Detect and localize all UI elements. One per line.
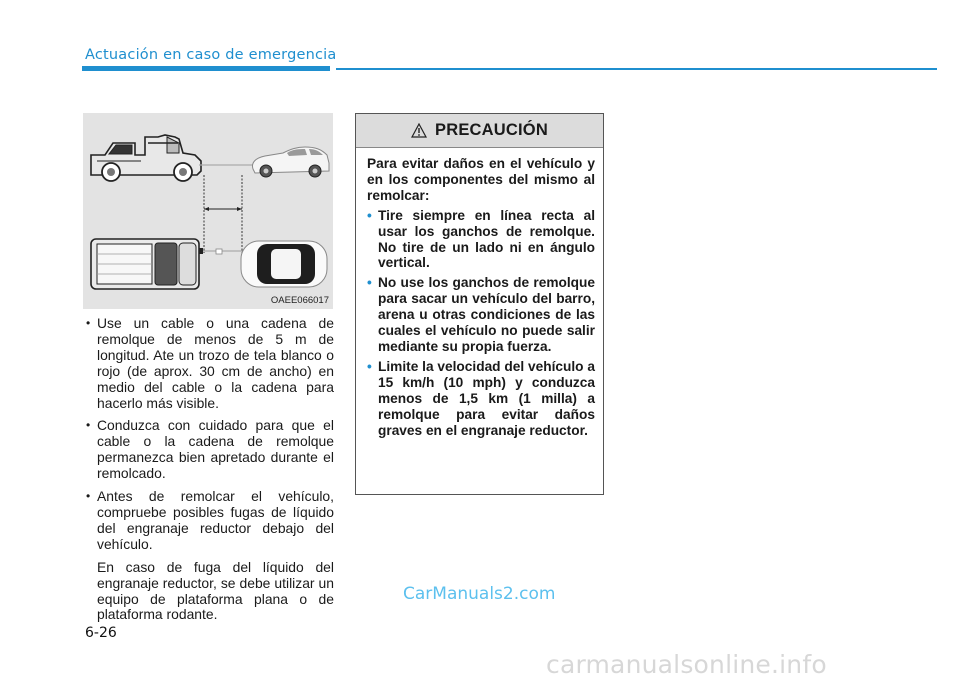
header-rule — [336, 68, 937, 70]
caution-header — [356, 114, 603, 148]
list-item: • Antes de remolcar el vehículo, compruebe posibles fugas de líquido del engranaje reductor debajo del vehículo. — [85, 489, 334, 553]
watermark-site: CarManuals2.com — [403, 584, 556, 604]
tow-truck-side-icon — [91, 135, 201, 181]
caution-intro: Para evitar daños en el vehículo y en los componentes del mismo al remolcar: — [367, 156, 595, 203]
towing-illustration — [83, 113, 333, 309]
caution-box — [355, 113, 604, 495]
car-side-icon — [253, 147, 330, 177]
caution-title: PRECAUCIÓN — [435, 121, 548, 139]
instruction-list — [85, 316, 334, 630]
figure-code: OAEE066017 — [270, 295, 329, 306]
header-rule-accent — [82, 66, 330, 71]
list-item: • No use los ganchos de remolque para sacar un vehículo del barro, arena u otras condiciones de las cuales el vehículo no puede salir mediante su propia fuerza. — [367, 275, 595, 355]
list-item: • Use un cable o una cadena de remolque de menos de 5 m de longitud. Ate un trozo de tela blanco o rojo (de aprox. 30 cm de ancho) en medio del cable o la cadena para hacerlo más visible. — [85, 316, 334, 411]
instruction-note: En caso de fuga del líquido del engranaje reductor, se debe utilizar un equipo de plataforma plana o de plataforma rodante. — [97, 558, 334, 623]
caution-list — [367, 208, 595, 439]
list-item: • Conduzca con cuidado para que el cable o la cadena de remolque permanezca bien apretado durante el remolcado. — [85, 418, 334, 482]
tow-truck-top-icon — [91, 239, 203, 289]
page-number: 6-26 — [85, 625, 117, 641]
warning-triangle-icon — [411, 123, 427, 138]
section-title: Actuación en caso de emergencia — [85, 47, 337, 63]
list-item: • Limite la velocidad del vehículo a 15 km/h (10 mph) y conduzca menos de 1,5 km (1 milla) a remolque para evitar daños graves en el engranaje reductor. — [367, 359, 595, 439]
caution-body — [356, 148, 603, 438]
list-item: • Tire siempre en línea recta al usar los ganchos de remolque. No tire de un lado ni en ángulo vertical. — [367, 208, 595, 272]
towing-figure — [83, 113, 333, 309]
car-top-icon — [241, 241, 327, 287]
watermark-bottom: carmanualsonline.info — [546, 650, 827, 679]
